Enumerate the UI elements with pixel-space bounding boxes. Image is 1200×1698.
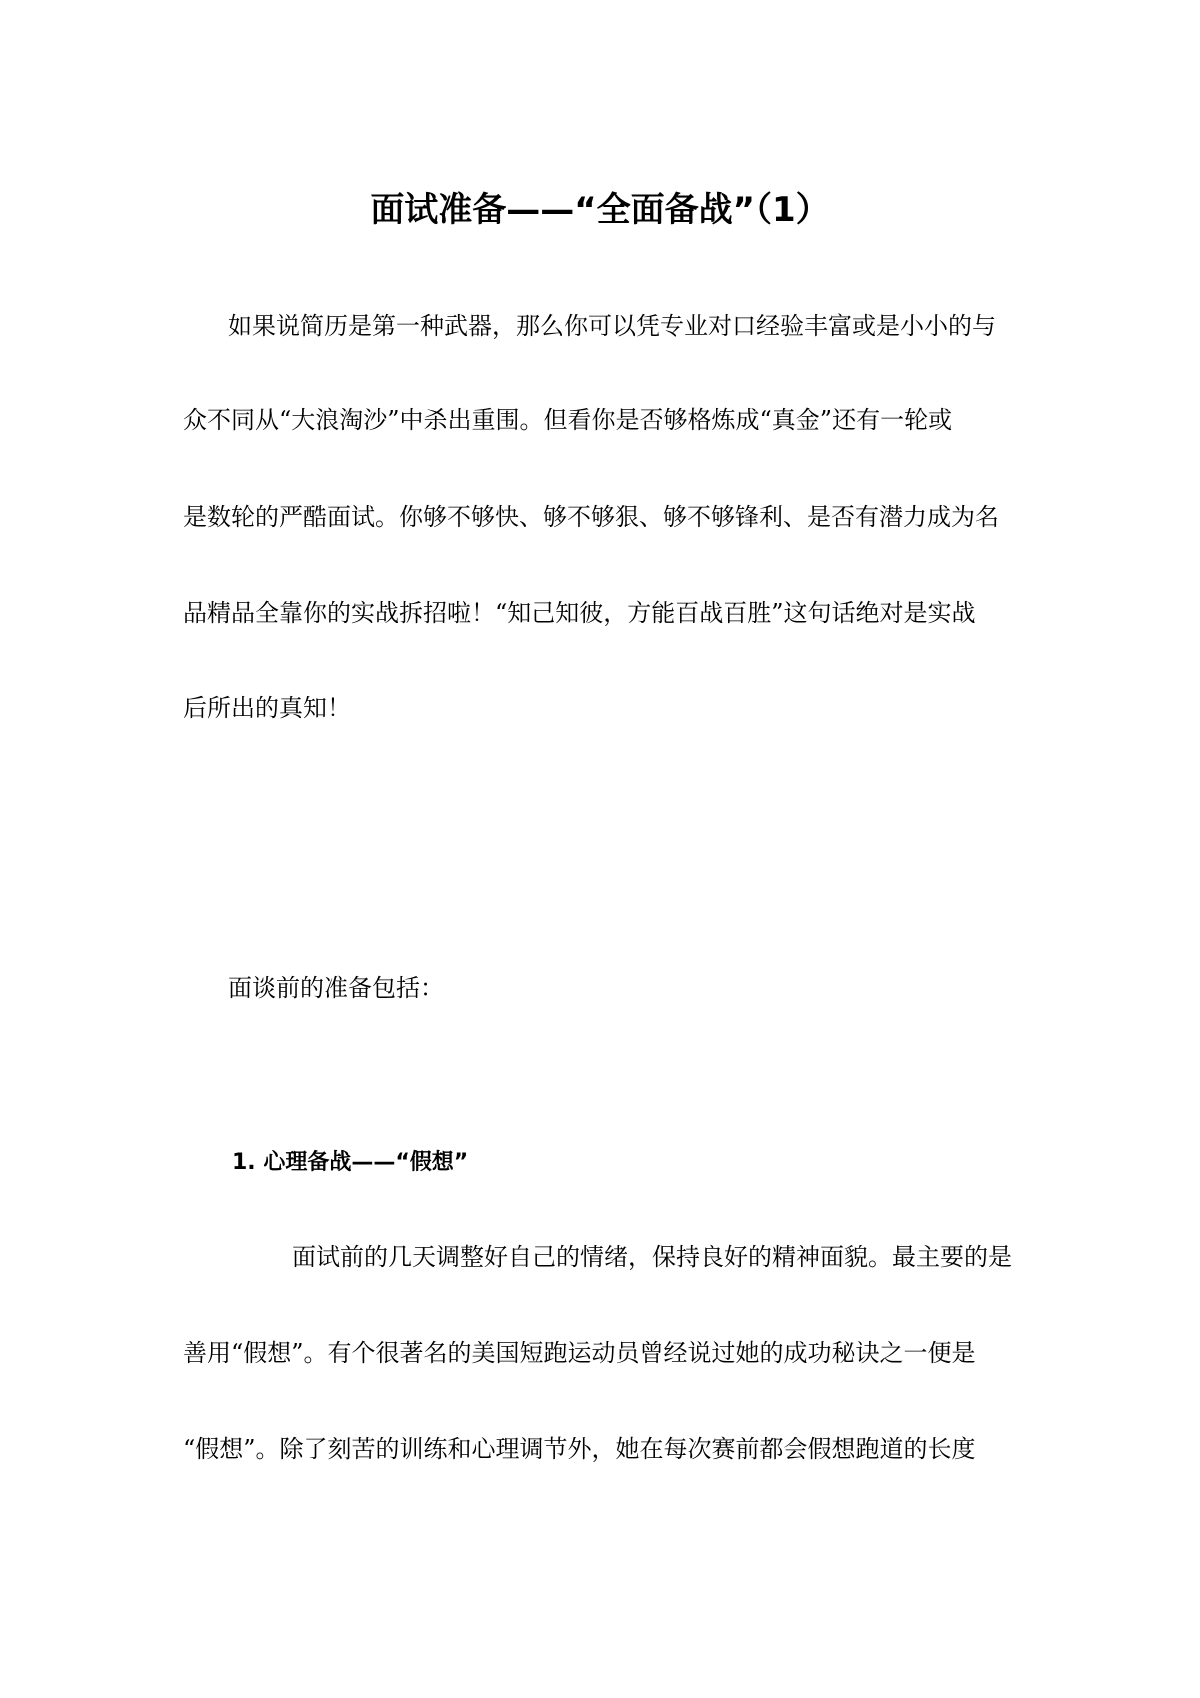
section-1-line-2: 善用“假想”。有个很著名的美国短跑运动员曾经说过她的成功秘诀之一便是 — [183, 1339, 976, 1367]
document-title: 面试准备——“全面备战”（1） — [370, 190, 830, 230]
section-1-heading: 1. 心理备战——“假想” — [232, 1150, 469, 1175]
intro-line-5: 后所出的真知！ — [183, 694, 351, 722]
intro-line-2: 众不同从“大浪淘沙”中杀出重围。但看你是否够格炼成“真金”还有一轮或 — [183, 406, 953, 434]
intro-line-1: 如果说简历是第一种武器，那么你可以凭专业对口经验丰富或是小小的与 — [228, 312, 996, 340]
intro-line-3: 是数轮的严酷面试。你够不够快、够不够狠、够不够锋利、是否有潜力成为名 — [183, 503, 999, 531]
intro-line-4: 品精品全靠你的实战拆招啦！“知己知彼，方能百战百胜”这句话绝对是实战 — [183, 599, 976, 627]
section-1-line-3: “假想”。除了刻苦的训练和心理调节外，她在每次赛前都会假想跑道的长度 — [183, 1435, 976, 1463]
section-1-line-1: 面试前的几天调整好自己的情绪，保持良好的精神面貌。最主要的是 — [292, 1243, 1012, 1271]
prep-intro: 面谈前的准备包括： — [228, 974, 444, 1002]
